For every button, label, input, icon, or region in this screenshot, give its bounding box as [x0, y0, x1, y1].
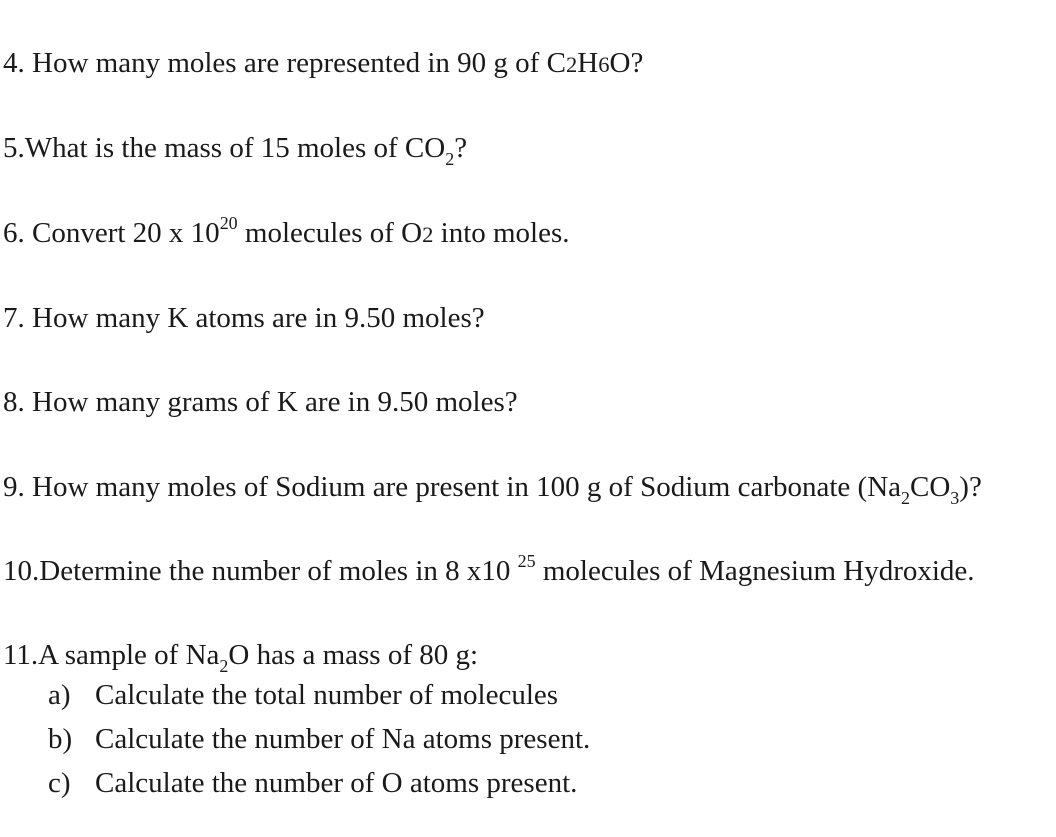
question-10: 10.Determine the number of moles in 8 x10 $^{25}$ molecules of Magnesium Hydroxide. [3, 550, 975, 587]
question-11-subparts [48, 678, 590, 810]
question-9: 9. How many moles of Sodium are present in 100 g of Sodium carbonate $(Na_2CO_3)$? [3, 471, 982, 508]
question-7: 7. How many K atoms are in 9.50 moles? [3, 302, 485, 334]
list-item: b) Calculate the number of Na atoms present. [48, 723, 591, 755]
question-4: 4. How many moles are represented in 90 g of C2H6O? [3, 47, 644, 79]
list-item: a) Calculate the total number of molecules [48, 679, 559, 711]
question-6: 6. Convert 20 x $10^{20}$ molecules of O2 into moles. [3, 212, 570, 249]
question-5: 5.What is the mass of 15 moles of $CO_2$? [3, 132, 468, 169]
question-8: 8. How many grams of K are in 9.50 moles? [3, 386, 518, 418]
list-item: c) Calculate the number of O atoms present. [48, 767, 578, 799]
question-11: 11.A sample of $Na_2O$ has a mass of 80 g: [3, 639, 479, 676]
